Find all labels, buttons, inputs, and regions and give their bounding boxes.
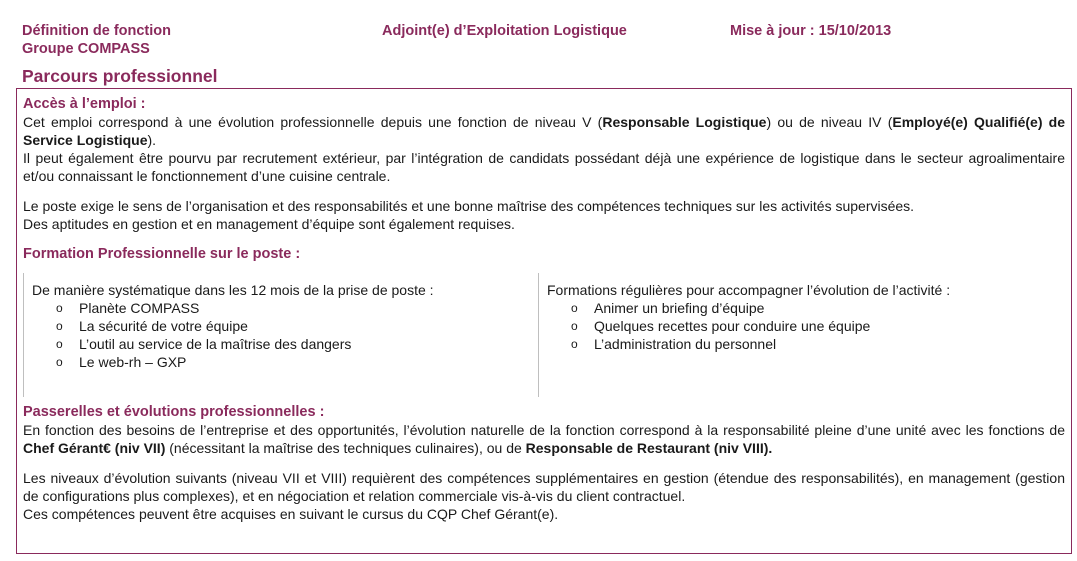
passerelles-paragraph-2: Les niveaux d’évolution suivants (niveau VII et VIII) requièrent des compétences supplémentaires en gestion (étendue des responsabilités), en management (gestion de configurations plus complexes), et en négociation et relation commerciale vis-à-vis du client contractuel.	[23, 470, 1065, 504]
spacer	[23, 457, 1065, 469]
passerelles-p1-bold-b: Chef Gérant€ (niv VII)	[23, 440, 166, 456]
content-inner	[23, 95, 1065, 523]
formation-left-list	[32, 299, 538, 371]
list-item: o La sécurité de votre équipe	[32, 317, 538, 335]
passerelles-p1-bold-d: Responsable de Restaurant (niv VIII).	[525, 440, 773, 456]
section-title: Parcours professionnel	[22, 66, 218, 86]
acces-p1-text-a: Cet emploi correspond à une évolution professionnelle depuis une fonction de niveau V (	[23, 114, 603, 130]
formation-left-column	[23, 273, 538, 397]
formation-right-list	[547, 299, 1063, 353]
header-update-date: Mise à jour : 15/10/2013	[730, 23, 892, 39]
acces-paragraph-1	[23, 113, 1065, 149]
passerelles-paragraph-1	[23, 421, 1065, 457]
list-item: o L’administration du personnel	[547, 335, 1063, 353]
list-item: o Quelques recettes pour conduire une équipe	[547, 317, 1063, 335]
spacer	[23, 233, 1065, 245]
content-box	[16, 88, 1072, 554]
header-left	[22, 22, 171, 58]
passerelles-p1-text-c: (nécessitant la maîtrise des techniques culinaires), ou de	[165, 440, 526, 456]
list-item: o Animer un briefing d’équipe	[547, 299, 1063, 317]
formation-left-intro: De manière systématique dans les 12 mois de la prise de poste :	[32, 282, 434, 298]
acces-title: Accès à l’emploi :	[23, 96, 146, 112]
header-doc-type: Définition de fonction	[22, 23, 172, 39]
list-item: o Planète COMPASS	[32, 299, 538, 317]
acces-p1-text-c: ) ou de niveau IV (	[766, 114, 893, 130]
list-item: o Le web-rh – GXP	[32, 353, 538, 371]
document-header	[22, 22, 1055, 62]
acces-paragraph-3: Le poste exige le sens de l’organisation et des responsabilités et une bonne maîtrise des compétences techniques sur les activités supervisées.	[23, 198, 915, 214]
header-group: Groupe COMPASS	[22, 41, 150, 57]
acces-paragraph-4: Des aptitudes en gestion et en management d’équipe sont également requises.	[23, 216, 515, 232]
formation-right-column	[538, 273, 1063, 397]
list-item: o L’outil au service de la maîtrise des dangers	[32, 335, 538, 353]
spacer	[23, 185, 1065, 197]
formation-right-intro: Formations régulières pour accompagner l’évolution de l’activité :	[547, 282, 951, 298]
acces-p1-bold-b: Responsable Logistique	[602, 114, 767, 130]
acces-paragraph-2: Il peut également être pourvu par recrutement extérieur, par l’intégration de candidats possédant déjà une expérience de logistique dans le secteur agroalimentaire et/ou connaissant le fonctionnement d’une cuisine centrale.	[23, 150, 1065, 184]
formation-title: Formation Professionnelle sur le poste :	[23, 246, 301, 262]
acces-p1-bold-d: Employé(e) Qualifié(e) de Service Logistique	[23, 114, 1066, 148]
passerelles-p1-text-a: En fonction des besoins de l’entreprise et des opportunités, l’évolution naturelle de la fonction correspond à la responsabilité pleine d’une unité avec les fonctions de	[23, 422, 1065, 438]
passerelles-title: Passerelles et évolutions professionnelles :	[23, 404, 325, 420]
header-job-title: Adjoint(e) d’Exploitation Logistique	[382, 23, 627, 39]
acces-p1-text-e: ).	[147, 132, 157, 148]
passerelles-paragraph-3: Ces compétences peuvent être acquises en suivant le cursus du CQP Chef Gérant(e).	[23, 506, 559, 522]
formation-columns	[23, 273, 1065, 403]
